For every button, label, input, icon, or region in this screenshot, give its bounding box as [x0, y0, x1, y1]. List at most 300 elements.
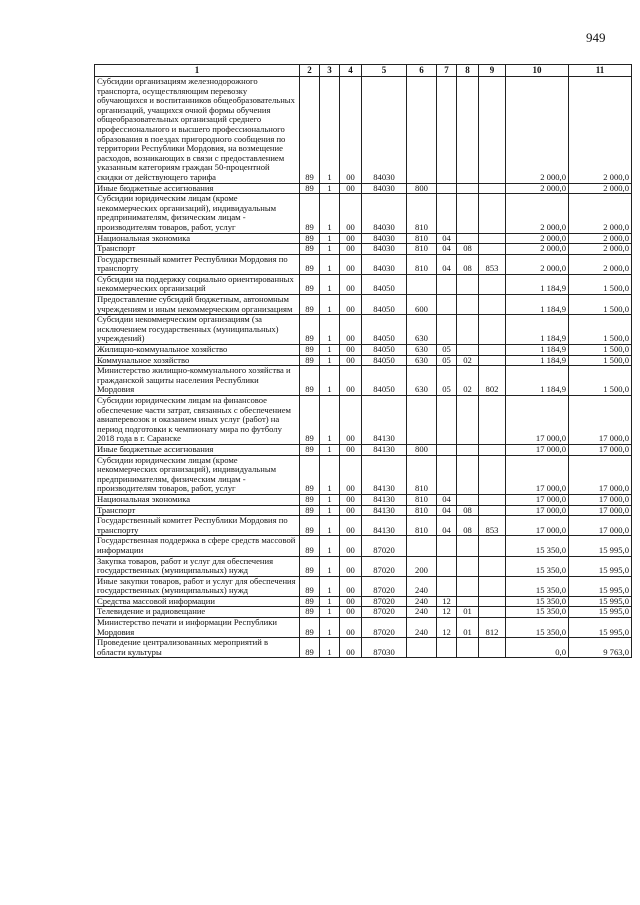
- code-c9: [479, 315, 506, 345]
- code-c2: 89: [300, 576, 320, 596]
- row-name: Транспорт: [95, 244, 300, 255]
- amount-c11: 17 000,0: [569, 505, 632, 516]
- code-c6: 240: [407, 596, 437, 607]
- code-c2: 89: [300, 556, 320, 576]
- amount-c10: 15 350,0: [506, 536, 569, 556]
- code-c3: 1: [320, 345, 340, 356]
- code-c7: 12: [437, 596, 457, 607]
- code-c6: [407, 536, 437, 556]
- code-c8: [457, 295, 479, 315]
- code-c2: 89: [300, 455, 320, 494]
- code-c7: [437, 295, 457, 315]
- row-name: Закупка товаров, работ и услуг для обеспечения государственных (муниципальных) нужд: [95, 556, 300, 576]
- code-c7: [437, 638, 457, 658]
- code-c9: [479, 494, 506, 505]
- amount-c10: 1 184,9: [506, 355, 569, 366]
- code-c2: 89: [300, 274, 320, 294]
- code-c4: 00: [340, 638, 362, 658]
- amount-c10: 2 000,0: [506, 233, 569, 244]
- amount-c11: 1 500,0: [569, 345, 632, 356]
- code-c4: 00: [340, 233, 362, 244]
- code-c5: 87020: [362, 596, 407, 607]
- code-c5: 84130: [362, 444, 407, 455]
- code-c6: 810: [407, 516, 437, 536]
- amount-c11: 1 500,0: [569, 366, 632, 396]
- row-name: Субсидии организациям железнодорожного транспорта, осуществляющим перевозку обучающихся и воспитанников общеобразовательных организаций, учащихся очной формы обучения общеобразовательных организаций среднего профессионального и высшего профессионального образования в поездах пригородного сообщения по территории Республики Мордовия, на возмещение расходов, возникающих в связи с предоставлением указанным категориям граждан 50-процентной скидки от действующего тарифа: [95, 77, 300, 184]
- code-c3: 1: [320, 536, 340, 556]
- amount-c11: 15 995,0: [569, 596, 632, 607]
- code-c4: 00: [340, 183, 362, 194]
- code-c2: 89: [300, 607, 320, 618]
- code-c8: [457, 233, 479, 244]
- code-c6: 630: [407, 315, 437, 345]
- code-c2: 89: [300, 505, 320, 516]
- table-row: [95, 607, 632, 618]
- table-row: [95, 494, 632, 505]
- code-c9: [479, 355, 506, 366]
- code-c3: 1: [320, 596, 340, 607]
- code-c4: 00: [340, 556, 362, 576]
- amount-c10: 1 184,9: [506, 345, 569, 356]
- amount-c11: 2 000,0: [569, 194, 632, 233]
- table-row: [95, 194, 632, 233]
- code-c3: 1: [320, 505, 340, 516]
- amount-c11: 17 000,0: [569, 396, 632, 445]
- code-c6: 810: [407, 505, 437, 516]
- code-c9: 812: [479, 618, 506, 638]
- code-c3: 1: [320, 576, 340, 596]
- code-c6: [407, 77, 437, 184]
- table-row: [95, 254, 632, 274]
- row-name: Иные бюджетные ассигнования: [95, 183, 300, 194]
- code-c7: [437, 396, 457, 445]
- table-row: [95, 516, 632, 536]
- row-name: Министерство жилищно-коммунального хозяйства и гражданской защиты населения Республики Мордовия: [95, 366, 300, 396]
- amount-c10: 15 350,0: [506, 618, 569, 638]
- code-c7: [437, 274, 457, 294]
- code-c7: [437, 576, 457, 596]
- code-c4: 00: [340, 244, 362, 255]
- code-c7: 04: [437, 254, 457, 274]
- code-c5: 84030: [362, 183, 407, 194]
- code-c3: 1: [320, 274, 340, 294]
- code-c8: 08: [457, 516, 479, 536]
- code-c7: [437, 556, 457, 576]
- code-c6: [407, 396, 437, 445]
- column-header: 6: [407, 65, 437, 77]
- code-c3: 1: [320, 455, 340, 494]
- code-c4: 00: [340, 536, 362, 556]
- row-name: Проведение централизованных мероприятий в области культуры: [95, 638, 300, 658]
- code-c8: [457, 576, 479, 596]
- row-name: Государственный комитет Республики Мордовия по транспорту: [95, 254, 300, 274]
- table-row: [95, 455, 632, 494]
- code-c5: 84050: [362, 274, 407, 294]
- code-c7: 12: [437, 618, 457, 638]
- code-c4: 00: [340, 194, 362, 233]
- table-row: [95, 556, 632, 576]
- amount-c11: 15 995,0: [569, 536, 632, 556]
- code-c6: [407, 638, 437, 658]
- column-header: 2: [300, 65, 320, 77]
- table-row: [95, 505, 632, 516]
- amount-c11: 17 000,0: [569, 444, 632, 455]
- code-c3: 1: [320, 315, 340, 345]
- code-c3: 1: [320, 194, 340, 233]
- code-c9: [479, 596, 506, 607]
- code-c7: [437, 77, 457, 184]
- table-row: [95, 345, 632, 356]
- code-c3: 1: [320, 295, 340, 315]
- code-c4: 00: [340, 366, 362, 396]
- column-header: 8: [457, 65, 479, 77]
- table-row: [95, 233, 632, 244]
- code-c3: 1: [320, 444, 340, 455]
- code-c7: 05: [437, 355, 457, 366]
- code-c2: 89: [300, 183, 320, 194]
- amount-c11: 2 000,0: [569, 233, 632, 244]
- code-c6: 810: [407, 244, 437, 255]
- amount-c10: 2 000,0: [506, 254, 569, 274]
- code-c9: [479, 77, 506, 184]
- table-row: [95, 366, 632, 396]
- code-c2: 89: [300, 618, 320, 638]
- code-c2: 89: [300, 77, 320, 184]
- code-c8: 02: [457, 366, 479, 396]
- code-c5: 84130: [362, 396, 407, 445]
- code-c9: [479, 194, 506, 233]
- code-c6: 810: [407, 194, 437, 233]
- amount-c10: 17 000,0: [506, 444, 569, 455]
- code-c2: 89: [300, 244, 320, 255]
- code-c7: 05: [437, 345, 457, 356]
- code-c9: [479, 455, 506, 494]
- row-name: Предоставление субсидий бюджетным, автономным учреждениям и иным некоммерческим организациям: [95, 295, 300, 315]
- code-c3: 1: [320, 396, 340, 445]
- code-c3: 1: [320, 516, 340, 536]
- code-c4: 00: [340, 295, 362, 315]
- row-name: Министерство печати и информации Республики Мордовия: [95, 618, 300, 638]
- code-c9: 802: [479, 366, 506, 396]
- amount-c10: 17 000,0: [506, 516, 569, 536]
- code-c7: [437, 194, 457, 233]
- row-name: Субсидии некоммерческим организациям (за исключением государственных (муниципальных) учреждений): [95, 315, 300, 345]
- code-c4: 00: [340, 355, 362, 366]
- code-c5: 84130: [362, 516, 407, 536]
- amount-c11: 1 500,0: [569, 315, 632, 345]
- row-name: Иные бюджетные ассигнования: [95, 444, 300, 455]
- code-c7: [437, 183, 457, 194]
- code-c2: 89: [300, 516, 320, 536]
- amount-c11: 15 995,0: [569, 556, 632, 576]
- code-c6: 810: [407, 254, 437, 274]
- code-c5: 84050: [362, 295, 407, 315]
- code-c7: [437, 444, 457, 455]
- code-c8: [457, 556, 479, 576]
- code-c3: 1: [320, 607, 340, 618]
- code-c9: [479, 274, 506, 294]
- code-c8: [457, 396, 479, 445]
- row-name: Национальная экономика: [95, 233, 300, 244]
- code-c6: 240: [407, 576, 437, 596]
- code-c8: [457, 494, 479, 505]
- code-c7: 04: [437, 494, 457, 505]
- column-header: 11: [569, 65, 632, 77]
- code-c6: [407, 274, 437, 294]
- code-c9: [479, 607, 506, 618]
- code-c2: 89: [300, 315, 320, 345]
- amount-c10: 17 000,0: [506, 505, 569, 516]
- row-name: Коммунальное хозяйство: [95, 355, 300, 366]
- code-c8: [457, 274, 479, 294]
- amount-c10: 15 350,0: [506, 576, 569, 596]
- code-c2: 89: [300, 596, 320, 607]
- amount-c11: 1 500,0: [569, 274, 632, 294]
- code-c3: 1: [320, 254, 340, 274]
- code-c6: 600: [407, 295, 437, 315]
- table-row: [95, 295, 632, 315]
- code-c6: 800: [407, 183, 437, 194]
- code-c3: 1: [320, 618, 340, 638]
- code-c6: 240: [407, 607, 437, 618]
- code-c5: 84030: [362, 244, 407, 255]
- code-c2: 89: [300, 345, 320, 356]
- row-name: Транспорт: [95, 505, 300, 516]
- code-c9: [479, 183, 506, 194]
- amount-c11: 15 995,0: [569, 576, 632, 596]
- code-c2: 89: [300, 355, 320, 366]
- table-row: [95, 596, 632, 607]
- code-c2: 89: [300, 194, 320, 233]
- code-c3: 1: [320, 366, 340, 396]
- code-c8: 01: [457, 618, 479, 638]
- code-c5: 84130: [362, 455, 407, 494]
- code-c5: 87020: [362, 607, 407, 618]
- code-c4: 00: [340, 254, 362, 274]
- code-c7: [437, 455, 457, 494]
- code-c8: [457, 315, 479, 345]
- code-c4: 00: [340, 596, 362, 607]
- table-row: [95, 618, 632, 638]
- code-c8: [457, 638, 479, 658]
- amount-c10: 15 350,0: [506, 607, 569, 618]
- code-c9: 853: [479, 516, 506, 536]
- code-c7: 04: [437, 233, 457, 244]
- table-row: [95, 244, 632, 255]
- code-c4: 00: [340, 345, 362, 356]
- amount-c10: 2 000,0: [506, 77, 569, 184]
- budget-table: [94, 64, 632, 658]
- table-row: [95, 77, 632, 184]
- code-c5: 87020: [362, 576, 407, 596]
- column-header: 5: [362, 65, 407, 77]
- code-c8: [457, 183, 479, 194]
- column-header: 4: [340, 65, 362, 77]
- code-c9: [479, 576, 506, 596]
- column-header: 10: [506, 65, 569, 77]
- code-c7: 12: [437, 607, 457, 618]
- amount-c11: 9 763,0: [569, 638, 632, 658]
- code-c9: [479, 396, 506, 445]
- code-c2: 89: [300, 444, 320, 455]
- code-c3: 1: [320, 233, 340, 244]
- code-c5: 87020: [362, 536, 407, 556]
- code-c2: 89: [300, 396, 320, 445]
- amount-c11: 2 000,0: [569, 183, 632, 194]
- column-header: 7: [437, 65, 457, 77]
- amount-c11: 17 000,0: [569, 516, 632, 536]
- amount-c11: 17 000,0: [569, 455, 632, 494]
- column-header: 3: [320, 65, 340, 77]
- row-name: Субсидии юридическим лицам (кроме некоммерческих организаций), индивидуальным предпринимателям, физическим лицам - производителям товаров, работ, услуг: [95, 194, 300, 233]
- code-c2: 89: [300, 494, 320, 505]
- amount-c10: 2 000,0: [506, 244, 569, 255]
- code-c5: 84050: [362, 355, 407, 366]
- code-c8: [457, 345, 479, 356]
- table-row: [95, 396, 632, 445]
- code-c6: 630: [407, 345, 437, 356]
- code-c9: [479, 244, 506, 255]
- code-c2: 89: [300, 295, 320, 315]
- code-c8: [457, 77, 479, 184]
- code-c7: [437, 536, 457, 556]
- amount-c11: 2 000,0: [569, 254, 632, 274]
- code-c5: 87030: [362, 638, 407, 658]
- amount-c10: 0,0: [506, 638, 569, 658]
- code-c4: 00: [340, 455, 362, 494]
- code-c6: 630: [407, 355, 437, 366]
- table-row: [95, 274, 632, 294]
- code-c3: 1: [320, 494, 340, 505]
- code-c5: 84030: [362, 254, 407, 274]
- code-c8: [457, 444, 479, 455]
- code-c4: 00: [340, 444, 362, 455]
- code-c5: 84050: [362, 366, 407, 396]
- code-c8: [457, 536, 479, 556]
- code-c5: 87020: [362, 556, 407, 576]
- code-c9: [479, 638, 506, 658]
- code-c5: 87020: [362, 618, 407, 638]
- amount-c11: 1 500,0: [569, 295, 632, 315]
- code-c9: [479, 345, 506, 356]
- code-c2: 89: [300, 638, 320, 658]
- code-c4: 00: [340, 576, 362, 596]
- code-c4: 00: [340, 607, 362, 618]
- code-c9: [479, 233, 506, 244]
- code-c9: [479, 505, 506, 516]
- row-name: Иные закупки товаров, работ и услуг для обеспечения государственных (муниципальных) нужд: [95, 576, 300, 596]
- table-row: [95, 536, 632, 556]
- amount-c11: 17 000,0: [569, 494, 632, 505]
- code-c8: [457, 596, 479, 607]
- amount-c10: 17 000,0: [506, 494, 569, 505]
- table-row: [95, 444, 632, 455]
- amount-c11: 15 995,0: [569, 607, 632, 618]
- code-c5: 84050: [362, 345, 407, 356]
- code-c6: 630: [407, 366, 437, 396]
- amount-c10: 1 184,9: [506, 366, 569, 396]
- code-c5: 84030: [362, 233, 407, 244]
- code-c2: 89: [300, 254, 320, 274]
- amount-c10: 15 350,0: [506, 596, 569, 607]
- code-c6: 810: [407, 494, 437, 505]
- code-c4: 00: [340, 77, 362, 184]
- code-c3: 1: [320, 77, 340, 184]
- amount-c10: 2 000,0: [506, 183, 569, 194]
- code-c5: 84030: [362, 77, 407, 184]
- code-c6: 240: [407, 618, 437, 638]
- code-c4: 00: [340, 315, 362, 345]
- table-header-row: [95, 65, 632, 77]
- row-name: Национальная экономика: [95, 494, 300, 505]
- code-c7: 04: [437, 505, 457, 516]
- code-c8: [457, 194, 479, 233]
- code-c6: 200: [407, 556, 437, 576]
- code-c6: 810: [407, 455, 437, 494]
- code-c8: 08: [457, 244, 479, 255]
- code-c7: 04: [437, 516, 457, 536]
- table-row: [95, 183, 632, 194]
- code-c7: 04: [437, 244, 457, 255]
- code-c8: [457, 455, 479, 494]
- code-c5: 84050: [362, 315, 407, 345]
- row-name: Телевидение и радиовещание: [95, 607, 300, 618]
- code-c9: [479, 536, 506, 556]
- row-name: Субсидии юридическим лицам (кроме некоммерческих организаций), индивидуальным предпринимателям, физическим лицам - производителям товаров, работ, услуг: [95, 455, 300, 494]
- column-header: 1: [95, 65, 300, 77]
- row-name: Средства массовой информации: [95, 596, 300, 607]
- code-c7: [437, 315, 457, 345]
- code-c7: 05: [437, 366, 457, 396]
- amount-c10: 1 184,9: [506, 315, 569, 345]
- code-c3: 1: [320, 556, 340, 576]
- amount-c10: 1 184,9: [506, 274, 569, 294]
- row-name: Субсидии юридическим лицам на финансовое обеспечение части затрат, связанных с обеспечением авиаперевозок и оказанием иных услуг (работ) на период подготовки к чемпионату мира по футболу 2018 года в г. Саранске: [95, 396, 300, 445]
- code-c9: [479, 556, 506, 576]
- amount-c10: 15 350,0: [506, 556, 569, 576]
- code-c6: 810: [407, 233, 437, 244]
- amount-c11: 15 995,0: [569, 618, 632, 638]
- code-c5: 84130: [362, 505, 407, 516]
- code-c5: 84030: [362, 194, 407, 233]
- code-c8: 08: [457, 505, 479, 516]
- table-row: [95, 638, 632, 658]
- code-c8: 01: [457, 607, 479, 618]
- code-c6: 800: [407, 444, 437, 455]
- code-c2: 89: [300, 536, 320, 556]
- code-c3: 1: [320, 244, 340, 255]
- column-header: 9: [479, 65, 506, 77]
- table-row: [95, 576, 632, 596]
- row-name: Субсидии на поддержку социально ориентированных некоммерческих организаций: [95, 274, 300, 294]
- amount-c10: 17 000,0: [506, 396, 569, 445]
- row-name: Жилищно-коммунальное хозяйство: [95, 345, 300, 356]
- code-c3: 1: [320, 638, 340, 658]
- code-c3: 1: [320, 183, 340, 194]
- code-c4: 00: [340, 274, 362, 294]
- code-c4: 00: [340, 396, 362, 445]
- row-name: Государственный комитет Республики Мордовия по транспорту: [95, 516, 300, 536]
- code-c4: 00: [340, 494, 362, 505]
- amount-c11: 2 000,0: [569, 244, 632, 255]
- code-c2: 89: [300, 366, 320, 396]
- code-c4: 00: [340, 516, 362, 536]
- code-c9: [479, 444, 506, 455]
- code-c4: 00: [340, 618, 362, 638]
- amount-c11: 1 500,0: [569, 355, 632, 366]
- page-number: 949: [586, 30, 606, 45]
- code-c3: 1: [320, 355, 340, 366]
